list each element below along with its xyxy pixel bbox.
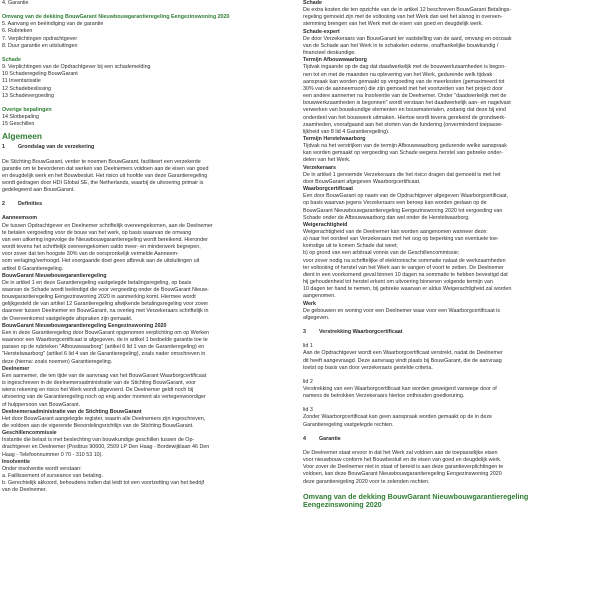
definition-body [2, 280, 286, 323]
lid-body [303, 386, 591, 400]
toc-group-title: Schade [2, 56, 22, 63]
text-line: voor nieuwbouw conform het Bouwbesluit en de eisen van goed en deugdelijk werk. [303, 457, 502, 464]
definition-term: Verzekeraars [303, 164, 336, 171]
text-line: gelijkgesteld de van artikel 12 Garantieregeling afwijkende betalingsregeling voor zover [2, 301, 209, 308]
text-line: door BouwGarant afgegeven Waarborgcertificaat. [303, 178, 421, 185]
definition-body [303, 7, 591, 28]
text-line: BouwGarant Nieuwbouwgarantieregeling Eengezinswoning 2020 tot vergoeding van [303, 207, 503, 214]
text-line: Een in deze Garantieregeling door BouwGarant opgenomen verplichting om op Werken [2, 329, 209, 336]
definition-term: BouwGarant Nieuwbouwgarantieregeling Eengezinswoning 2020 [2, 322, 167, 329]
section-number: 2 [2, 201, 5, 208]
section-heading [303, 329, 591, 336]
toc-group-title: Omvang van de dekking BouwGarant Nieuwbouwgarantieregeling Eengezinswoning 2020 [2, 14, 230, 21]
lid-label: lid 2 [303, 378, 313, 385]
lid-body [303, 350, 591, 371]
text-line: ter voltooiing of herstel van het Werk aan te vangen of voort te zetten. De Deelnemer [303, 264, 504, 271]
lid-label: lid 1 [303, 343, 313, 350]
text-line: is ingeschreven in de deelnemersadministratie van de Stichting BouwGarant, voor [2, 380, 196, 387]
text-line: bouwgarantieregeling Eengezinswoning 2020 in aanmerking komt. Hiermee wordt [2, 294, 196, 301]
text-line: daarover tussen Deelnemer en BouwGarant, na overleg met Verzekeraars schriftelijk in [2, 308, 209, 315]
text-line: a) naar het oordeel van Verzekeraars met het oog op beperking van eventuele toe- [303, 236, 499, 243]
text-line: De door Verzekeraars van BouwGarant ter vaststelling van de aard, omvang en oorzaak [303, 35, 512, 42]
text-line: verwerken van bouwkundige elementen en bouwmaterialen, zodanig dat deze bij eind [303, 107, 506, 114]
lid-label: lid 3 [303, 407, 313, 414]
text-line: De gebouwen en woning voor een Deelnemer waar voor een Waarborgcertificaat is [303, 307, 501, 314]
text-line: regeling gemoeid zijn met de voltooiing van het Werk dan wel het alsnog in overeen- [303, 14, 503, 21]
text-line: wiens rekening en risico het Werk wordt uitgevoerd. De Deelnemer geldt noch bij [2, 387, 194, 394]
definition-term: Geschillencommissie [2, 430, 57, 437]
text-line: 15 Geschillen [2, 121, 35, 128]
text-line: stemming brengen van het Werk met de eisen van goed en deugdelijk werk. [303, 21, 483, 28]
section-heading [2, 201, 286, 208]
text-line: "Herstelwaarborg" (artikel 6 lid 4 van de Garantieregeling), zoals nader omschreven in [2, 351, 206, 358]
text-line: Het door BouwGarant aangelegde register, waarin alle Deelnemers zijn ingeschreven, [2, 415, 206, 422]
section-body [2, 159, 286, 195]
text-line: nen tot en met de maanden na oplevering van het Werk, gedurende welk tijdvak [303, 71, 493, 78]
text-line: De extra kosten die ten opzichte van de in artikel 12 beschreven BouwGarant Betalings- [303, 7, 512, 14]
text-line: Tijdvak ingaande op de dag dat daadwerkelijk met de bouwwerkzaamheden is begon- [303, 64, 506, 71]
text-line: hij gehoudenheid tot herstel erkent om uitvoering binnenen volgende termijn van [303, 279, 493, 286]
text-line: 10 dagen ter hand te nemen, bij gebreke waarvan er aldus Weigerachtigheid zal worden [303, 286, 512, 293]
definition-body [303, 193, 591, 222]
text-line: Verstrekking van een Waarborgcertificaat kan worden geweigerd vanwege door of [303, 385, 497, 392]
text-line: b. Gerechtelijk akkoord, behoudens indien dat leidt tot een voortzetting van het bedrijf [2, 480, 205, 487]
text-line: van een uitkering ingevolge de Nieuwbouwgarantieregeling wordt bereikend. Hieronder [2, 236, 208, 243]
section-title: Verstrekking Waarborgcertificaat [319, 329, 403, 336]
text-line: deze (hierna: zoals noemen) Garantieregeling. [2, 358, 113, 365]
text-line: afgegeven. [303, 314, 330, 321]
text-line: a. Faillissement of surseance van betaling. [2, 473, 103, 480]
text-line: voor zover nodig na schriftelijke of elektronische sommatie nalaat de werkzaamheden [303, 257, 506, 264]
text-line: aanspraak kan worden gemaakt op vergoeding van de meerkosten (gemaximeerd tot [303, 78, 505, 85]
text-line: dit heeft aangevraagd. Deze aanvraag vindt plaats bij BouwGarant, die de aanvraag [303, 357, 502, 364]
definition-body [2, 466, 286, 495]
text-line: Onder insolventie wordt verstaan: [2, 465, 82, 472]
text-line: van de Schade aan het Werk in te schakelen externe, onafhankelijke bouwkundig / [303, 42, 499, 49]
definition-body [2, 330, 286, 366]
text-line: Weigerachtigheid van de Deelnemer kan worden aangenomen wanneer deze: [303, 229, 488, 235]
right-column [303, 0, 591, 510]
text-line: Zonder Waarborgcertificaat kan geen aanspraak worden gemaakt op de in deze [303, 414, 493, 421]
text-line: Garantieregeling vastgelegde rechten. [303, 421, 394, 428]
text-line: onderdeel van het bouwwerk uitmaken. Hiertoe wordt tevens gerekend de grondwerk- [303, 114, 506, 121]
text-line: een andere aannemer na Insolventie van de Deelnemer. Onder "daadwerkelijk met de [303, 93, 507, 100]
text-line: en deugdelijk werk en het Bouwbesluit. Het risico uit hoofde van deze Garantieregeling [2, 172, 208, 179]
definition-term: Werk [303, 300, 316, 307]
text-line: De tussen Opdrachtgever en Deelnemer schriftelijk overeengekomen, aan de Deelnemer [2, 222, 213, 229]
text-line: te betalen vergoeding voor de bouw van het werk, op basis waarvan de omvang [2, 229, 192, 236]
text-line: Instantie die belast is met beslechting van bouwkundige geschillen tussen de Op- [2, 437, 195, 444]
definition-term: Schade [303, 0, 323, 6]
text-line: De Deelnemer staat ervoor in dat het Werk zal voldoen aan de toepasselijke eisen [303, 449, 498, 456]
lid-body [303, 414, 591, 428]
text-line: wordt gedragen door HDI Global SE, the Netherlands, waarbij de uitvoering primair is [2, 179, 204, 186]
definition-body [2, 223, 286, 273]
text-line: uitvoering van de Garantieregeling noch op enig ander moment als vertegenwoordiger [2, 394, 206, 401]
text-line: 5. Aanvang en beëindiging van de garantie [2, 21, 104, 28]
definition-term: Termijn Herstelwaarborg [303, 135, 366, 142]
definition-body [303, 64, 591, 136]
section-title: Definities [18, 201, 43, 208]
definition-body [303, 229, 591, 301]
definition-term: Weigerachtigheid [303, 221, 348, 228]
definition-term: BouwGarant Nieuwbouwgarantieregeling [2, 272, 107, 279]
text-line: of hulppersoon van BouwGarant. [2, 401, 81, 408]
text-line: Haag - Telefoonnummer 0 70 - 310 53 10). [2, 451, 103, 458]
text-line: waarvoor een Waarborgcertificaat is afgegeven, de in artikel 1 bedoelde garantie toe te [2, 337, 208, 344]
section-heading [303, 436, 591, 443]
definition-body [303, 36, 591, 57]
text-line: Schade onder de Afbouwwaarborg dan wel onder de Herstelwaarborg. [303, 214, 470, 221]
text-line: De in artikel 1 genoemde Verzekeraars die het risico dragen dat gemoeid is met het [303, 171, 501, 178]
text-line: 10 Schaderegeling BouwGarant [2, 71, 78, 78]
definition-term: Aanneemsom [2, 215, 38, 222]
definition-term: Schade-expert [303, 28, 340, 35]
definition-body [2, 373, 286, 409]
text-line: op basis waarvan jegens Verzekeraars een beroep kan worden gedaan op de [303, 200, 487, 207]
definition-term: Termijn Afbouwwaarborg [303, 57, 367, 64]
text-line: drachtgever en Deelnemer (Postbus 90600, 2509 LP Den Haag - Bordewijklaan 46 Den [2, 444, 210, 451]
text-line: b) op grond van een arbitraal vonnis van de Geschillencommissie; [303, 250, 460, 257]
text-line: Tijdvak na het verstrijken van de termijn Afbouwwaarborg gedurende welke aanspraak [303, 143, 507, 150]
text-line: som verlaging/verhoogd. Het voorgaande doet geen afbreuk aan de uitsluitingen uit [2, 258, 200, 265]
section-number: 3 [303, 329, 306, 336]
text-line: 6. Rubrieken [2, 28, 33, 35]
text-line: 11 Inventarisatie [2, 78, 41, 85]
definition-term: Waarborgcertificaat [303, 186, 353, 193]
text-line: namens de betrokken Verzekeraars hiertoe onthouden goedkeuring. [303, 393, 465, 400]
definition-term: Deelnemersadministratie van de Stichting BouwGarant [2, 408, 142, 415]
text-line: 14 Slotbepaling [2, 114, 39, 121]
left-column [2, 0, 286, 495]
text-line: 8. Duur garantie en uitsluitingen [2, 42, 78, 49]
text-line: artikel 8 Garantieregeling. [2, 265, 64, 272]
text-line: De Stichting BouwGarant, verder te noemen BouwGarant, faciliteert een verzekerde [2, 158, 201, 165]
text-line: Aan de Opdrachtgever wordt een Waarborgcertificaat verstrekt, nadat de Deelnemer [303, 350, 503, 357]
text-line: zaamheden, voorafgaand aan het storten van de fundering (onverminderd toepasse- [303, 121, 503, 128]
definition-term: Insolventie [2, 458, 30, 465]
text-line: 9. Verplichtingen van de Opdrachtgever bij een schademelding [2, 64, 151, 71]
section-title: Grondslag van de verzekering [18, 144, 95, 151]
definition-body [303, 172, 591, 186]
text-line: gedelegeerd aan BouwGarant. [2, 187, 75, 194]
toc-group-list [2, 21, 286, 50]
section-number: 1 [2, 144, 5, 151]
section-heading [2, 144, 286, 151]
text-line: Een aannemer, die ten tijde van de aanvraag van het BouwGarant Waarborgcertificaat [2, 372, 207, 379]
algemeen-title: Algemeen [2, 131, 43, 142]
text-line: garantie om te bevorderen dat werken van Deelnemers voldoen aan de eisen van goed [2, 165, 209, 172]
text-line: wordt tevens het schriftelijk overeengekomen saldo meer- en minderwerk begrepen, [2, 244, 201, 251]
section-body [303, 450, 591, 486]
definition-body [2, 437, 286, 458]
text-line: passen op de rubrieken "Afbouwwaarborg" (artikel 6 lid 1 van de Garantieregeling) en [2, 344, 205, 351]
definition-body [2, 416, 286, 430]
text-line: delen van het Werk. [303, 157, 351, 164]
text-line: waarvan de Schade wordt beëindigd die voor vergoeding onder de BouwGarant Nieuw- [2, 287, 209, 293]
coverage-subtitle: Eengezinswoning 2020 [303, 500, 382, 510]
text-line: dient in een voorkomend geval binnen 10 dagen na sommatie te hebben bevestigd dat [303, 271, 508, 278]
text-line: 13 Schadevergoeding [2, 92, 54, 99]
text-line: voor zover dat ten hoogste 30% van de oorspronkelijk vermelde Aanneem- [2, 251, 179, 258]
text-line: die voldoen aan de vigerende Beoordelingsrichtlijn van de Stichting BouwGarant. [2, 422, 194, 429]
text-line: de Overeenkomst vastgelegde afspraken zijn gemaakt. [2, 315, 133, 322]
toc-group-list [2, 114, 286, 128]
coverage-title: Omvang van de dekking BouwGarant Nieuwbouwgarantieregeling [303, 491, 529, 501]
text-line: 7. Verplichtingen opdrachtgever [2, 35, 78, 42]
toc-item: 4. Garantie [2, 0, 29, 6]
section-title: Garantie [319, 435, 341, 442]
text-line: komstige uit te komen Schade dat weet; [303, 243, 398, 250]
text-line: voldoen, kan deze BouwGarant Nieuwbouwgarantieregeling Eengezinswoning 2020 [303, 471, 502, 478]
toc-group-list [2, 64, 286, 100]
text-line: aangenomen. [303, 293, 336, 300]
text-line: deze garantieregeling 2020 voor te zelenden rechten. [303, 478, 430, 485]
text-line: De in artikel 1 en deze Garantieregeling vastgelegde betalingsregeling, op basis [2, 279, 192, 286]
text-line: lijkheid van 8 lid 4 Garantieregeling). [303, 128, 390, 135]
definition-term: Deelnemer [2, 365, 30, 372]
section-number: 4 [303, 435, 306, 442]
text-line: Voor zover de Deelnemer niet in staat of bereid is aan deze garantieverplichtingen te [303, 464, 504, 471]
text-line: kan worden gemaakt op vergoeding van Schade wegens herstel van gebreke onder- [303, 150, 503, 157]
text-line: financieel deskundige. [303, 50, 356, 57]
text-line: van de Deelnemer. [2, 487, 47, 494]
definition-body [303, 143, 591, 164]
definition-body [303, 308, 591, 322]
text-line: toetst op basis van door verzekeraars gestelde criteria. [303, 364, 433, 371]
text-line: bouwwerkzaamheden is begonnen" wordt verstaan het daadwerkelijk aan- en nagelvast [303, 100, 511, 107]
text-line: 30% van de aanneemsom) die zijn gemoeid met het voortzetten van het project door [303, 85, 503, 92]
toc-group-title: Overige bepalingen [2, 106, 52, 113]
text-line: Een door BouwGarant op naam van de Opdrachtgever afgegeven Waarborgcertificaat, [303, 193, 509, 200]
text-line: 12 Schadebeslissing [2, 85, 52, 92]
